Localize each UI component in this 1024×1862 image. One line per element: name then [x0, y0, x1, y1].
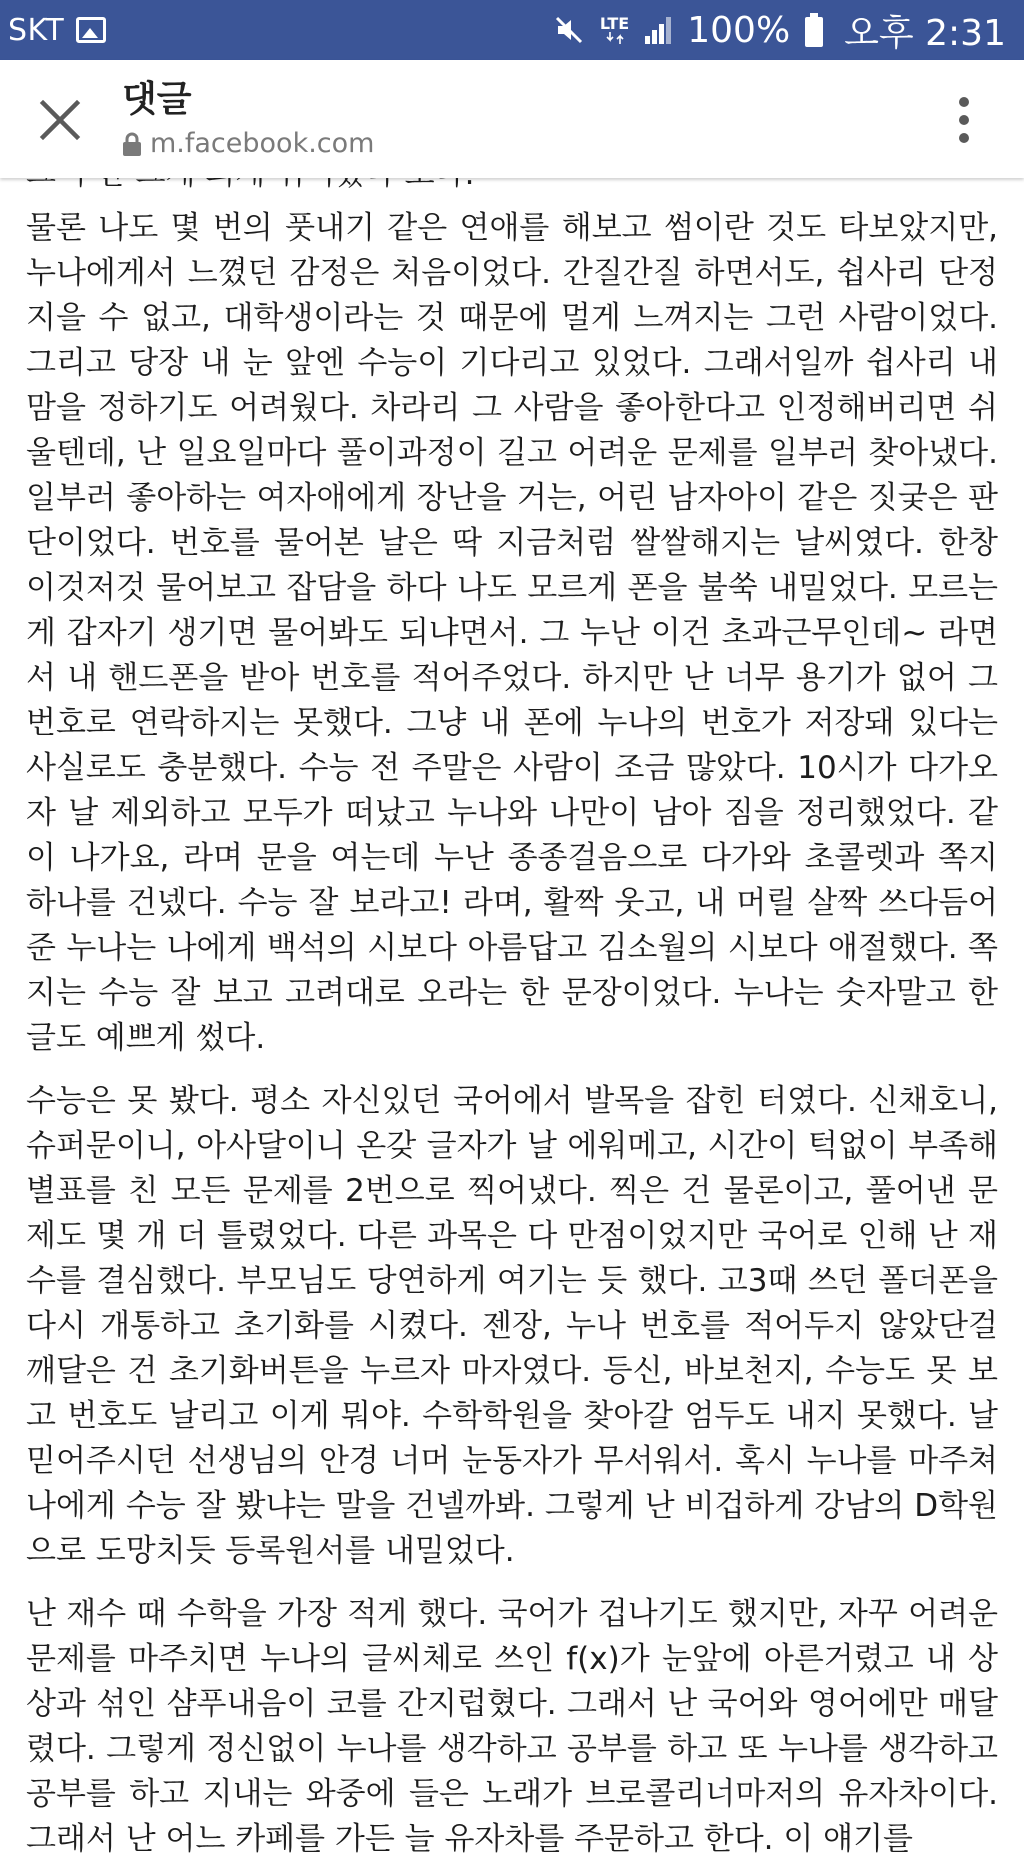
close-button[interactable] [30, 90, 90, 150]
paragraph-2: 수능은 못 봤다. 평소 자신있던 국어에서 발목을 잡힌 터였다. 신채호니, 슈퍼문이니, 아사달이니 온갖 글자가 날 에워메고, 시간이 턱없이 부족해 별표를 친 모든 문제를 2번으로 찍어냈다. 찍은 건 물론이고, 풀어낸 문제도 몇 개 더 틀렸었다. 다른 과목은 다 만점이었지만 국어로 인해 난 재수를 결심했다. 부모님도 당연하게 여기는 듯 했다. 고3때 쓰던 폴더폰을 다시 개통하고 초기화를 시켰다. 젠장, 누나 번호를 적어두지 않았단걸 깨달은 건 초기화버튼을 누르자 마자였다. 등신, 바보천지, 수능도 못 보고 번호도 날리고 이게 뭐야. 수학학원을 찾아갈 엄두도 내지 못했다. 날 믿어주시던 선생님의 안경 너머 눈동자가 무서워서. 혹시 누나를 마주쳐 나에게 수능 잘 봤냐는 말을 건넬까봐. 그렇게 난 비겁하게 강남의 D학원으로 도망치듯 등록원서를 내밀었다. [26, 1083, 998, 1569]
status-left [8, 13, 106, 48]
lte-icon [600, 16, 629, 44]
page-url: m.facebook.com [150, 128, 375, 159]
battery-percent: 100% [687, 9, 791, 51]
mute-icon [552, 13, 586, 47]
status-right [552, 5, 1006, 56]
battery-icon [804, 13, 824, 47]
comment-body [0, 178, 1024, 1857]
signal-icon [643, 15, 673, 45]
paragraph-1: 물론 나도 몇 번의 풋내기 같은 연애를 해보고 썸이란 것도 타보았지만, 누나에게서 느꼈던 감정은 처음이었다. 간질간질 하면서도, 쉽사리 단정지을 수 없고, 대학생이라는 것 때문에 멀게 느껴지는 그런 사람이었다. 그리고 당장 내 눈 앞엔 수능이 기다리고 있었다. 그래서일까 쉽사리 내 맘을 정하기도 어려웠다. 차라리 그 사람을 좋아한다고 인정해버리면 쉬울텐데, 난 일요일마다 풀이과정이 길고 어려운 문제를 일부러 찾아냈다. 일부러 좋아하는 여자애에게 장난을 거는, 어린 남자아이 같은 짓궂은 판단이었다. 번호를 물어본 날은 딱 지금처럼 쌀쌀해지는 날씨였다. 한창 이것저것 물어보고 잡담을 하다 나도 모르게 폰을 불쑥 내밀었다. 모르는게 갑자기 생기면 물어봐도 되냐면서. 그 누난 이건 초과근무인데~ 라면서 내 핸드폰을 받아 번호를 적어주었다. 하지만 난 너무 용기가 없어 그 번호로 연락하지는 못했다. 그냥 내 폰에 누나의 번호가 저장돼 있다는 사실로도 충분했다. 수능 전 주말은 사람이 조금 많았다. 10시가 다가오자 날 제외하고 모두가 떠났고 누나와 나만이 남아 짐을 정리했었다. 같이 나가요, 라며 문을 여는데 누난 종종걸음으로 다가와 초콜렛과 쪽지 하나를 건넸다. 수능 잘 보라고! 라며, 활짝 웃고, 내 머릴 살짝 쓰다듬어준 누나는 나에게 백석의 시보다 아름답고 김소월의 시보다 애절했다. 쪽지는 수능 잘 보고 고려대로 오라는 한 문장이었다. 누나는 숫자말고 한글도 예쁘게 썼다. [26, 210, 998, 1056]
clock: 오후 2:31 [844, 12, 1006, 54]
lte-label: LTE [599, 14, 630, 33]
paragraph-3: 난 재수 때 수학을 가장 적게 했다. 국어가 겁나기도 했지만, 자꾸 어려운 문제를 마주치면 누나의 글씨체로 쓰인 f(x)가 눈앞에 아른거렸고 내 상상과 섞인 샴푸내음이 코를 간지럽혔다. 그래서 난 국어와 영어에만 매달렸다. 그렇게 정신없이 누나를 생각하고 공부를 하고 또 누나를 생각하고 공부를 하고 지내는 와중에 들은 노래가 브로콜리너마저의 유자차이다. 그래서 난 어느 카페를 가든 늘 유자차를 주문하고 한다. 이 얘기를 [26, 1596, 998, 1857]
app-bar [0, 60, 1024, 178]
more-options-button[interactable] [934, 90, 994, 150]
lock-icon [122, 132, 142, 156]
title-block [122, 78, 374, 159]
clipped-line [26, 178, 998, 206]
page-title: 댓글 [122, 79, 192, 120]
url-row [122, 128, 374, 159]
status-bar [0, 0, 1024, 60]
carrier-label: SKT [8, 12, 65, 48]
more-vert-icon [934, 90, 994, 150]
gallery-notification-icon [76, 17, 106, 43]
close-icon [30, 90, 90, 150]
